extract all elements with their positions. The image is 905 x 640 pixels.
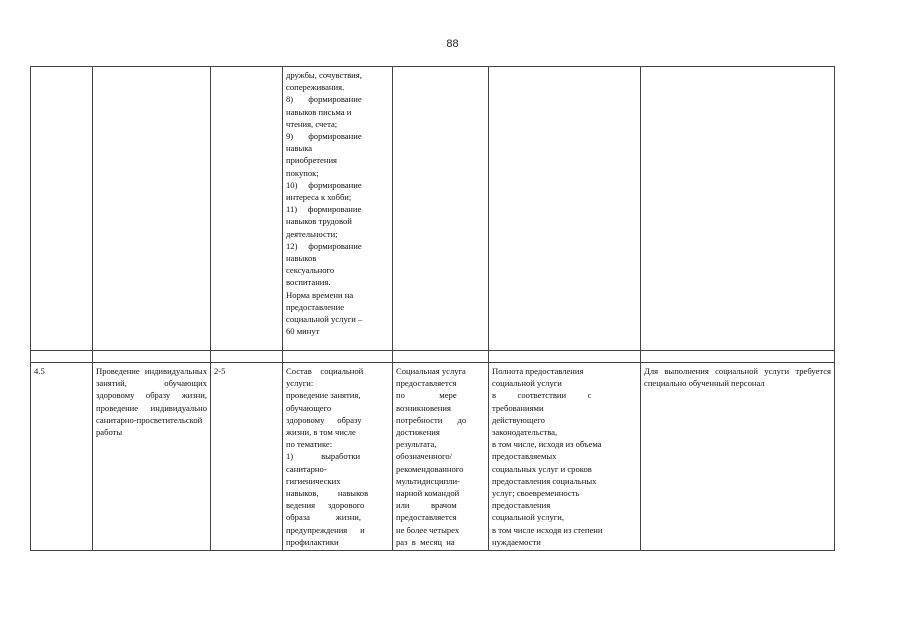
service-content-line: 1) выработки bbox=[286, 451, 361, 462]
page-number: 88 bbox=[446, 38, 459, 50]
service-content-line: предупреждения и bbox=[286, 524, 365, 535]
service-content-line: 10) формирование bbox=[286, 179, 362, 190]
service-quality-line: услуг; своевременность bbox=[492, 488, 580, 499]
service-content-line: интереса к хобби; bbox=[286, 192, 352, 203]
service-content-line: навыков, навыков bbox=[286, 488, 369, 499]
service-content-line: проведение занятия, bbox=[286, 390, 361, 401]
service-content-line: 11) формирование bbox=[286, 204, 362, 215]
service-content-line: предоставление bbox=[286, 301, 345, 312]
service-quality-line: в том числе исходя из степени bbox=[492, 524, 603, 535]
service-terms-line: рекомендованного bbox=[396, 463, 464, 474]
cell-name-empty bbox=[93, 67, 211, 351]
service-quality-line: предоставляемых bbox=[492, 451, 557, 462]
service-quality-line: требованиями bbox=[492, 402, 544, 413]
service-terms-line: возникновения bbox=[396, 402, 451, 413]
service-content-line: ведения здорового bbox=[286, 500, 365, 511]
service-content-line: жизни, в том числе bbox=[286, 427, 356, 438]
services-table bbox=[30, 66, 835, 551]
service-quality-line: Полнота предоставления bbox=[492, 366, 584, 376]
service-content-line: профилактики bbox=[286, 536, 339, 547]
service-terms-line: предоставляется bbox=[396, 512, 457, 523]
service-content-line: образа жизни, bbox=[286, 512, 362, 523]
service-terms-line: раз в месяц на bbox=[396, 536, 455, 547]
cell-service-number: 4.5 bbox=[31, 363, 93, 551]
service-content-line: 8) формирование bbox=[286, 94, 362, 105]
cell-code-empty bbox=[211, 67, 283, 351]
service-terms-line: или врачом bbox=[396, 500, 457, 511]
service-content-line: навыка bbox=[286, 143, 313, 154]
cell-service-terms bbox=[393, 363, 489, 551]
service-quality-line: в соответствии с bbox=[492, 390, 592, 401]
service-content-line: здоровому образу bbox=[286, 414, 362, 425]
service-content-line: навыков письма и bbox=[286, 106, 352, 117]
service-content-line: дружбы, сочувствия, bbox=[286, 70, 362, 80]
service-content-lines bbox=[286, 365, 389, 548]
service-quality-line: социальной услуги bbox=[492, 378, 562, 389]
service-content-line: Состав социальной bbox=[286, 366, 364, 376]
service-content-line: санитарно- bbox=[286, 463, 327, 474]
cell-service-conditions: Для выполнения социальной услуги требуется специально обученный персонал bbox=[641, 363, 835, 551]
service-terms-line: не более четырех bbox=[396, 524, 460, 535]
service-quality-line: социальных услуг и сроков bbox=[492, 463, 592, 474]
table-row-continuation bbox=[31, 67, 835, 351]
cell-service-content-cont bbox=[283, 67, 393, 351]
service-terms-line: достижения bbox=[396, 427, 440, 438]
service-content-line: Норма времени на bbox=[286, 289, 354, 300]
service-quality-line: социальной услуги, bbox=[492, 512, 565, 523]
cell-quality-empty bbox=[489, 67, 641, 351]
service-content-line: 9) формирование bbox=[286, 131, 362, 142]
cell-service-name: Проведение индивидуальных занятий, обучающих здоровому образу жизни, проведение индивидуально санитарно-просветительской работы bbox=[93, 363, 211, 551]
service-content-line: навыков трудовой bbox=[286, 216, 352, 227]
service-content-line: социальной услуги – bbox=[286, 314, 363, 325]
service-terms-line: потребности до bbox=[396, 414, 467, 425]
service-content-line: гигиенических bbox=[286, 475, 341, 486]
service-content-line: по тематике: bbox=[286, 439, 333, 450]
table-row-spacer bbox=[31, 351, 835, 363]
service-content-line: воспитания. bbox=[286, 277, 331, 288]
service-quality-line: предоставления социальных bbox=[492, 475, 597, 486]
service-terms-lines bbox=[396, 365, 485, 548]
cell-service-content bbox=[283, 363, 393, 551]
cell-service-quality bbox=[489, 363, 641, 551]
service-content-line: услуги: bbox=[286, 378, 314, 389]
service-quality-line: действующего bbox=[492, 414, 545, 425]
service-terms-line: нарной командой bbox=[396, 488, 460, 499]
service-terms-line: по мере bbox=[396, 390, 457, 401]
table-row-4-5 bbox=[31, 363, 835, 551]
service-content-line: сопереживания. bbox=[286, 82, 345, 93]
cell-service-code: 2-5 bbox=[211, 363, 283, 551]
service-terms-line: обозначенного/ bbox=[396, 451, 453, 462]
service-content-line: деятельности; bbox=[286, 228, 338, 239]
cell-num-empty bbox=[31, 67, 93, 351]
service-terms-line: результата, bbox=[396, 439, 437, 450]
cell-conditions-empty bbox=[641, 67, 835, 351]
service-terms-line: Социальная услуга bbox=[396, 366, 466, 376]
service-content-line: обучающего bbox=[286, 402, 332, 413]
service-content-lines bbox=[286, 69, 389, 337]
service-content-line: 12) формирование bbox=[286, 240, 362, 251]
service-content-line: покупок; bbox=[286, 167, 319, 178]
service-content-line: сексуального bbox=[286, 265, 335, 276]
service-content-line: приобретения bbox=[286, 155, 337, 166]
service-quality-line: в том числе, исходя из объема bbox=[492, 439, 602, 450]
service-quality-line: предоставления bbox=[492, 500, 551, 511]
cell-terms-empty bbox=[393, 67, 489, 351]
service-quality-lines bbox=[492, 365, 637, 548]
service-terms-line: мультидисципли- bbox=[396, 475, 460, 486]
service-content-line: чтения, счета; bbox=[286, 118, 338, 129]
service-quality-line: нуждаемости bbox=[492, 536, 541, 547]
service-quality-line: законодательства, bbox=[492, 427, 558, 438]
service-terms-line: предоставляется bbox=[396, 378, 457, 389]
service-content-line: навыков bbox=[286, 253, 317, 264]
service-content-line: 60 минут bbox=[286, 326, 320, 337]
